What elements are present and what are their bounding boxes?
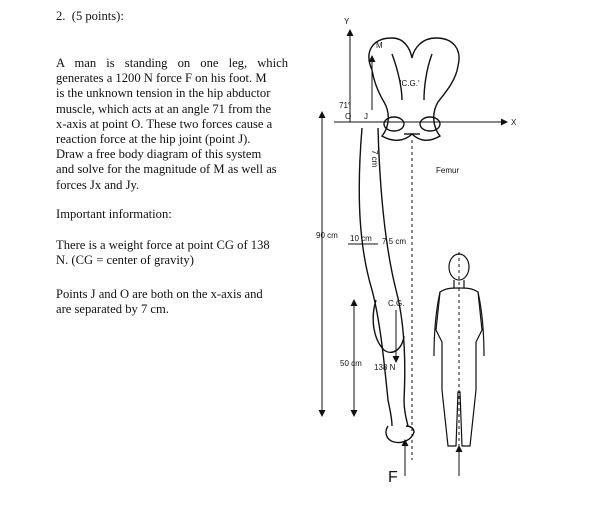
question-points: (5 points):	[71, 9, 124, 23]
points-line: Points J and O are both on the x-axis and	[56, 287, 263, 301]
dim-90cm-label: 90 cm	[316, 231, 338, 240]
problem-line: forces Jx and Jy.	[56, 177, 140, 192]
problem-line: is the unknown tension in the hip abductor	[56, 86, 271, 101]
problem-statement	[56, 56, 288, 193]
problem-line: generates a 1200 N force F on his foot. M	[56, 71, 267, 86]
leg-drawing	[359, 128, 414, 443]
problem-line: muscle, which acts at an angle 71 from the	[56, 101, 272, 116]
force-f-label: F	[388, 469, 398, 486]
muscle-label-m: M	[376, 41, 383, 50]
important-heading: Important information:	[56, 207, 172, 221]
pelvis-drawing	[369, 38, 459, 140]
weight-label: 138 N	[374, 363, 396, 372]
problem-line: A man is standing on one leg, which	[56, 56, 288, 70]
x-axis-label: X	[511, 118, 517, 127]
dim-7cm-label: 7 cm	[370, 150, 379, 168]
pelvis-cg-label: 'C.G.'	[400, 79, 420, 88]
dim-10cm-label: 10 cm	[350, 234, 372, 243]
problem-line: reaction force at the hip joint (point J).	[56, 132, 251, 147]
weight-line: There is a weight force at point CG of 138	[56, 238, 270, 252]
angle-label: 71°	[339, 101, 352, 110]
weight-info	[56, 238, 288, 268]
dim-50cm-label: 50 cm	[340, 359, 362, 368]
point-o-label: O	[345, 112, 352, 121]
femur-label: Femur	[436, 166, 460, 175]
question-number: 2.	[56, 9, 66, 23]
points-line: are separated by 7 cm.	[56, 302, 169, 317]
hip-diagram-figure	[300, 0, 592, 518]
problem-line: x-axis at point O. These two forces cause a	[56, 116, 273, 131]
points-info	[56, 287, 288, 317]
weight-line: N. (CG = center of gravity)	[56, 253, 194, 268]
question-header	[56, 9, 288, 24]
point-j-label: J	[364, 112, 368, 121]
dim-7-5cm-label: 7.5 cm	[382, 237, 407, 246]
problem-line: Draw a free body diagram of this system	[56, 147, 262, 162]
y-axis-label: Y	[344, 17, 350, 26]
leg-cg-label: C.G.	[388, 299, 405, 308]
problem-line: and solve for the magnitude of M as well as	[56, 162, 277, 177]
